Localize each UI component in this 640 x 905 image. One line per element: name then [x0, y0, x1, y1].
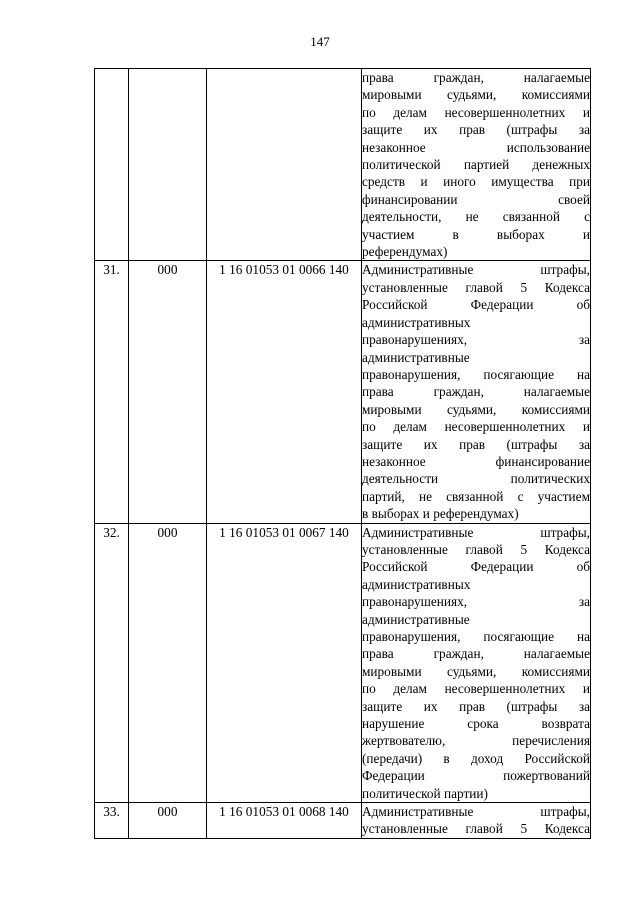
administrator-code-cell: 000: [129, 803, 207, 839]
description-line: деятельности, не связанной с: [362, 209, 590, 225]
row-number-cell: 31.: [95, 261, 129, 523]
description-line: политической партией денежных: [362, 157, 590, 173]
description-line: защите их прав (штрафы за: [362, 436, 590, 452]
description-line: права граждан, налагаемые: [362, 646, 590, 662]
description-line: Федерации пожертвований: [362, 768, 590, 784]
description-line: партий, не связанной с участием: [362, 488, 590, 504]
description-line: финансировании своей: [362, 191, 590, 207]
description-line: установленные главой 5 Кодекса: [362, 541, 590, 557]
description-line: правонарушениях, за: [362, 594, 590, 610]
description-line: референдумах): [362, 244, 448, 260]
description-line: средств и иного имущества при: [362, 174, 590, 190]
budget-classification-code-cell: [207, 69, 362, 261]
description-line: правонарушения, посягающие на: [362, 629, 590, 644]
description-line: нарушение срока возврата: [362, 716, 590, 732]
description-line: мировыми судьями, комиссиями: [362, 663, 590, 679]
description-line: (передачи) в доход Российской: [362, 750, 590, 766]
description-line: установленные главой 5 Кодекса: [362, 279, 590, 295]
description-cell: [362, 523, 591, 803]
description-line: Российской Федерации об: [362, 559, 590, 575]
description-cell: [362, 69, 591, 261]
description-line: жертвователю, перечисления: [362, 733, 590, 749]
description-line: защите их прав (штрафы за: [362, 122, 590, 138]
budget-classification-code-cell: 1 16 01053 01 0067 140: [207, 523, 362, 803]
description-line: политической партии): [362, 785, 488, 801]
row-number-cell: 32.: [95, 523, 129, 803]
table-row: [95, 803, 591, 839]
description-line: незаконное финансирование: [362, 453, 590, 469]
description-line: права граждан, налагаемые: [362, 70, 590, 85]
description-line: по делам несовершеннолетних и: [362, 419, 590, 435]
description-line: Административные штрафы,: [362, 804, 590, 820]
description-line: права граждан, налагаемые: [362, 384, 590, 400]
table-row: [95, 69, 591, 261]
description-line: мировыми судьями, комиссиями: [362, 87, 590, 103]
description-cell: [362, 261, 591, 523]
description-line: правонарушениях, за: [362, 332, 590, 348]
administrator-code-cell: 000: [129, 523, 207, 803]
description-line: мировыми судьями, комиссиями: [362, 401, 590, 417]
description-line: по делам несовершеннолетних и: [362, 104, 590, 120]
description-cell: [362, 803, 591, 839]
page-number: 147: [310, 34, 330, 49]
description-line: по делам несовершеннолетних и: [362, 681, 590, 697]
budget-classification-code-cell: 1 16 01053 01 0066 140: [207, 261, 362, 523]
description-line: защите их прав (штрафы за: [362, 698, 590, 714]
table-row: [95, 261, 591, 523]
description-line: участием в выборах и: [362, 226, 590, 242]
budget-classification-code-cell: 1 16 01053 01 0068 140: [207, 803, 362, 839]
description-line: Российской Федерации об: [362, 297, 590, 313]
administrator-code-cell: 000: [129, 261, 207, 523]
description-line: административные: [362, 349, 470, 365]
description-line: Административные штрафы,: [362, 262, 590, 278]
table-row: [95, 523, 591, 803]
description-line: незаконное использование: [362, 139, 590, 155]
table-body: [95, 69, 591, 839]
description-line: правонарушения, посягающие на: [362, 366, 590, 382]
description-line: в выборах и референдумах): [362, 506, 519, 522]
row-number-cell: [95, 69, 129, 261]
description-line: административные: [362, 611, 470, 627]
description-line: установленные главой 5 Кодекса: [362, 821, 590, 837]
row-number-cell: 33.: [95, 803, 129, 839]
description-line: административных: [362, 314, 471, 330]
description-line: административных: [362, 576, 471, 592]
administrator-code-cell: [129, 69, 207, 261]
budget-codes-table: [94, 68, 591, 839]
description-line: деятельности политических: [362, 471, 590, 487]
description-line: Административные штрафы,: [362, 524, 590, 540]
